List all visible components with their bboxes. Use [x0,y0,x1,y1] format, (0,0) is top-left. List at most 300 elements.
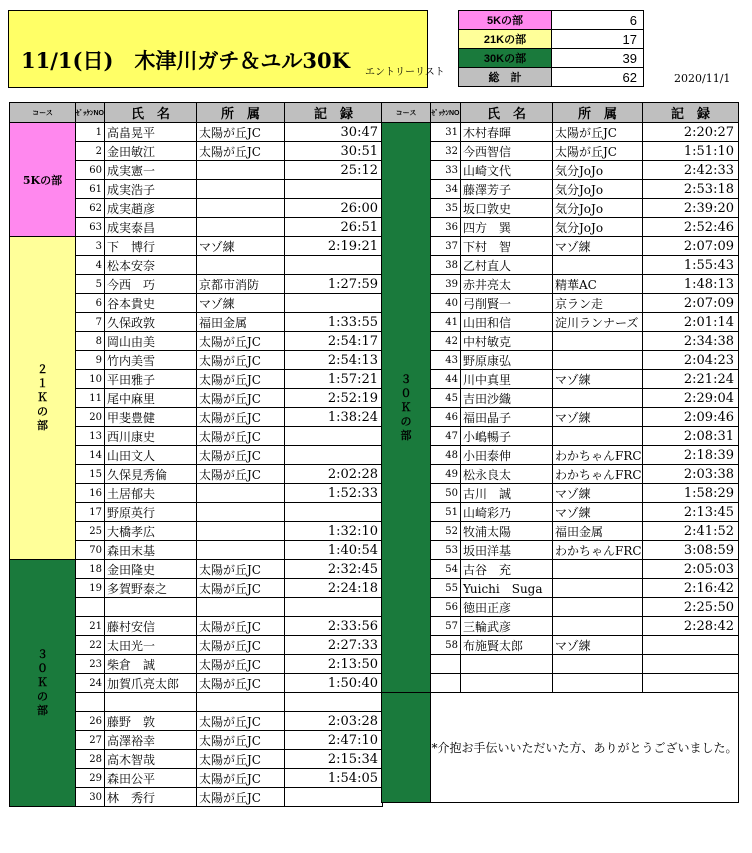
finish-record: 2:15:34 [285,750,383,769]
finish-record: 1:51:10 [643,142,739,161]
bib-number: 13 [76,427,105,446]
event-title: 11/1(日) 木津川ガチ＆ユル30K [21,48,350,73]
header-course: コース [382,103,431,123]
thanks-notice: *介抱お手伝いいただいた方、ありがとうございました。 [431,693,739,803]
runner-affiliation: 気分JoJo [553,199,643,218]
finish-record: 1:40:54 [285,541,383,560]
bib-number: 44 [431,370,461,389]
finish-record: 2:03:28 [285,712,383,731]
finish-record: 30:51 [285,142,383,161]
table-row [382,541,739,560]
bib-number: 24 [76,674,105,693]
finish-record: 1:48:13 [643,275,739,294]
bib-number: 63 [76,218,105,237]
finish-record: 2:09:46 [643,408,739,427]
runner-affiliation: マゾ練 [553,370,643,389]
finish-record [643,636,739,655]
finish-record: 3:08:59 [643,541,739,560]
runner-affiliation [553,674,643,693]
runner-name: 小嶋暢子 [461,427,553,446]
finish-record: 2:53:18 [643,180,739,199]
bib-number: 41 [431,313,461,332]
finish-record [285,256,383,275]
bib-number [431,655,461,674]
runner-name: 山崎彩乃 [461,503,553,522]
bib-number: 37 [431,237,461,256]
runner-affiliation: 淀川ランナーズ [553,313,643,332]
header-row [382,103,739,123]
runner-name: 下村 智 [461,237,553,256]
runner-affiliation [553,655,643,674]
runner-affiliation: 太陽が丘JC [197,769,285,788]
runner-name: 山田文人 [105,446,197,465]
table-row [382,389,739,408]
notice-row [382,693,739,803]
finish-record: 2:39:20 [643,199,739,218]
bib-number: 57 [431,617,461,636]
runner-affiliation [553,598,643,617]
table-row [382,275,739,294]
runner-affiliation [553,389,643,408]
runner-affiliation [197,199,285,218]
bib-number: 5 [76,275,105,294]
runner-name: 多賀野泰之 [105,579,197,598]
runner-name: 今西 巧 [105,275,197,294]
finish-record: 1:58:29 [643,484,739,503]
runner-affiliation [197,522,285,541]
table-row [382,408,739,427]
finish-record: 26:00 [285,199,383,218]
summary-count: 6 [552,11,644,30]
runner-name: 平田雅子 [105,370,197,389]
runner-name: 甲斐豊健 [105,408,197,427]
runner-affiliation: 京ラン走 [553,294,643,313]
header-name: 氏 名 [461,103,553,123]
table-row [382,655,739,674]
bib-number: 7 [76,313,105,332]
runner-affiliation: 気分JoJo [553,218,643,237]
runner-name: 四方 巽 [461,218,553,237]
runner-affiliation: 精華AC [553,275,643,294]
finish-record: 1:52:33 [285,484,383,503]
runner-affiliation: マゾ練 [197,294,285,313]
runner-name: 尾中麻里 [105,389,197,408]
runner-name: 布施賢太郎 [461,636,553,655]
runner-affiliation: 太陽が丘JC [197,731,285,750]
bib-number: 47 [431,427,461,446]
table-row [382,256,739,275]
header-name: 氏 名 [105,103,197,123]
finish-record: 2:29:04 [643,389,739,408]
runner-name: 野原英行 [105,503,197,522]
finish-record: 30:47 [285,123,383,142]
runner-affiliation: わかちゃんFRC [553,465,643,484]
finish-record: 2:32:45 [285,560,383,579]
finish-record [285,180,383,199]
finish-record: 26:51 [285,218,383,237]
runner-name: 高畠晃平 [105,123,197,142]
finish-record: 2:34:38 [643,332,739,351]
runner-affiliation: 太陽が丘JC [197,750,285,769]
runner-affiliation [553,332,643,351]
header-affiliation: 所 属 [197,103,285,123]
runner-affiliation: マゾ練 [197,237,285,256]
runner-name: 今西智信 [461,142,553,161]
bib-number [431,674,461,693]
bib-number: 58 [431,636,461,655]
finish-record: 25:12 [285,161,383,180]
finish-record [643,674,739,693]
runner-affiliation: 太陽が丘JC [197,579,285,598]
summary-table [458,10,644,87]
runner-name: 坂田洋基 [461,541,553,560]
runner-name: 福田晶子 [461,408,553,427]
bib-number: 56 [431,598,461,617]
runner-affiliation [197,161,285,180]
runner-name: 下 博行 [105,237,197,256]
runner-name: 岡山由美 [105,332,197,351]
bib-number: 17 [76,503,105,522]
table-row [382,427,739,446]
finish-record: 2:07:09 [643,237,739,256]
finish-record [285,446,383,465]
runner-name: 成実趙彦 [105,199,197,218]
bib-number: 49 [431,465,461,484]
finish-record: 1:50:40 [285,674,383,693]
runner-name: 林 秀行 [105,788,197,807]
runner-affiliation: 太陽が丘JC [197,465,285,484]
runner-name: 赤井亮太 [461,275,553,294]
runner-affiliation: 太陽が丘JC [197,142,285,161]
table-row [382,332,739,351]
header-affiliation: 所 属 [553,103,643,123]
finish-record [285,788,383,807]
course-label: ３０Ｋの部 [400,372,412,442]
finish-record: 2:42:33 [643,161,739,180]
finish-record [285,503,383,522]
summary-row [459,30,644,49]
course-label: ２１Ｋの部 [37,363,48,432]
bib-number: 42 [431,332,461,351]
bib-number: 53 [431,541,461,560]
runner-affiliation: 太陽が丘JC [197,617,285,636]
runner-affiliation: 太陽が丘JC [197,408,285,427]
runner-name: 森田公平 [105,769,197,788]
bib-number: 26 [76,712,105,731]
runner-name: 高澤裕幸 [105,731,197,750]
runner-affiliation [197,256,285,275]
runner-affiliation [197,484,285,503]
finish-record [285,294,383,313]
bib-number: 43 [431,351,461,370]
header-record: 記 録 [643,103,739,123]
finish-record [285,427,383,446]
runner-affiliation: 太陽が丘JC [197,560,285,579]
table-row [382,636,739,655]
runner-name: 坂口敦史 [461,199,553,218]
bib-number: 32 [431,142,461,161]
runner-affiliation: 太陽が丘JC [197,636,285,655]
runner-affiliation [197,693,285,712]
bib-number: 52 [431,522,461,541]
finish-record: 2:19:21 [285,237,383,256]
runner-name: 木村春暉 [461,123,553,142]
bib-number: 3 [76,237,105,256]
runner-affiliation: 気分JoJo [553,161,643,180]
finish-record: 2:13:50 [285,655,383,674]
finish-record: 1:32:10 [285,522,383,541]
bib-number: 25 [76,522,105,541]
finish-record: 2:41:52 [643,522,739,541]
runner-affiliation: 太陽が丘JC [197,788,285,807]
runner-name: 高木智哉 [105,750,197,769]
finish-record: 2:05:03 [643,560,739,579]
bib-number: 14 [76,446,105,465]
bib-number: 31 [431,123,461,142]
runner-name: 山崎文代 [461,161,553,180]
bib-number: 4 [76,256,105,275]
runner-name: 森田末基 [105,541,197,560]
runner-name: 三輪武彦 [461,617,553,636]
header-row [10,103,383,123]
runner-affiliation: 太陽が丘JC [197,123,285,142]
runner-affiliation [553,351,643,370]
runner-affiliation: 太陽が丘JC [197,370,285,389]
entry-list-label: エントリーリスト [365,67,445,78]
runner-name: 松永良太 [461,465,553,484]
bib-number: 11 [76,389,105,408]
runner-affiliation [553,256,643,275]
summary-label: 総 計 [459,68,552,87]
course-cell [10,123,76,237]
table-row [382,313,739,332]
summary-row [459,49,644,68]
finish-record: 1:54:05 [285,769,383,788]
table-row [382,484,739,503]
runner-name: 徳田正彦 [461,598,553,617]
bib-number: 48 [431,446,461,465]
finish-record: 1:55:43 [643,256,739,275]
runner-affiliation: わかちゃんFRC [553,541,643,560]
finish-record: 2:24:18 [285,579,383,598]
runner-name: 久保見秀倫 [105,465,197,484]
bib-number: 20 [76,408,105,427]
course-label: 5Kの部 [22,173,63,187]
entry-table-right [381,102,739,803]
bib-number: 1 [76,123,105,142]
table-row [382,218,739,237]
runner-name: 藤澤芳子 [461,180,553,199]
runner-name: 古谷 充 [461,560,553,579]
runner-name: 松本安奈 [105,256,197,275]
bib-number: 40 [431,294,461,313]
finish-record: 2:27:33 [285,636,383,655]
bib-number: 18 [76,560,105,579]
table-row [382,123,739,142]
finish-record: 2:28:42 [643,617,739,636]
runner-name [461,655,553,674]
runner-affiliation: 太陽が丘JC [197,332,285,351]
table-row [10,123,383,142]
bib-number: 62 [76,199,105,218]
runner-name: 成実浩子 [105,180,197,199]
runner-affiliation: 太陽が丘JC [197,655,285,674]
bib-number: 60 [76,161,105,180]
runner-affiliation: 太陽が丘JC [197,446,285,465]
runner-affiliation: 太陽が丘JC [197,712,285,731]
finish-record [285,693,383,712]
table-row [382,598,739,617]
bib-number: 46 [431,408,461,427]
summary-label: 5Kの部 [459,11,552,30]
table-row [382,294,739,313]
bib-number: 16 [76,484,105,503]
runner-affiliation: 太陽が丘JC [553,123,643,142]
runner-name: 藤村安信 [105,617,197,636]
runner-name [105,598,197,617]
bib-number: 19 [76,579,105,598]
summary-row [459,68,644,87]
runner-affiliation [553,560,643,579]
summary-row [459,11,644,30]
finish-record: 2:02:28 [285,465,383,484]
bib-number: 35 [431,199,461,218]
bib-number: 28 [76,750,105,769]
finish-record: 2:03:38 [643,465,739,484]
runner-name: 土居郁夫 [105,484,197,503]
runner-name: 吉田沙織 [461,389,553,408]
bib-number: 36 [431,218,461,237]
runner-name: 谷本貴史 [105,294,197,313]
bib-number: 38 [431,256,461,275]
runner-name: 中村敏克 [461,332,553,351]
bib-number: 54 [431,560,461,579]
runner-affiliation: 福田金属 [553,522,643,541]
finish-record: 1:33:55 [285,313,383,332]
finish-record: 2:54:17 [285,332,383,351]
bib-number: 27 [76,731,105,750]
runner-name: 金田敏江 [105,142,197,161]
runner-affiliation: 京都市消防 [197,275,285,294]
finish-record: 2:52:46 [643,218,739,237]
runner-name: 川中真里 [461,370,553,389]
table-row [382,446,739,465]
table-row [382,142,739,161]
runner-affiliation [553,579,643,598]
runner-name: Yuichi Suga [461,579,553,598]
runner-affiliation: 太陽が丘JC [197,389,285,408]
table-row [382,237,739,256]
runner-name [461,674,553,693]
runner-affiliation: マゾ練 [553,503,643,522]
finish-record: 2:16:42 [643,579,739,598]
runner-affiliation [197,541,285,560]
summary-label: 21Kの部 [459,30,552,49]
finish-record: 2:20:27 [643,123,739,142]
runner-name: 金田隆史 [105,560,197,579]
runner-affiliation: 気分JoJo [553,180,643,199]
summary-count: 39 [552,49,644,68]
runner-name: 西川康史 [105,427,197,446]
header-no: ｾﾞｯｹﾝNO [431,103,461,123]
bib-number: 6 [76,294,105,313]
runner-name: 山田和信 [461,313,553,332]
finish-record: 2:13:45 [643,503,739,522]
course-cell [382,123,431,693]
table-row [382,465,739,484]
bib-number [76,693,105,712]
table-row [10,560,383,579]
runner-name: 竹内美雪 [105,351,197,370]
list-date: 2020/11/1 [674,72,731,85]
bib-number: 10 [76,370,105,389]
bib-number: 61 [76,180,105,199]
runner-name: 柴倉 誠 [105,655,197,674]
runner-name: 弓削賢一 [461,294,553,313]
bib-number: 39 [431,275,461,294]
finish-record: 1:27:59 [285,275,383,294]
course-label: ３０Ｋの部 [37,648,48,717]
table-row [382,370,739,389]
bib-number: 2 [76,142,105,161]
course-cell [10,560,76,807]
runner-name: 古川 誠 [461,484,553,503]
table-row [382,180,739,199]
runner-name: 大橋孝広 [105,522,197,541]
runner-name: 野原康弘 [461,351,553,370]
finish-record: 1:57:21 [285,370,383,389]
bib-number: 23 [76,655,105,674]
finish-record: 2:08:31 [643,427,739,446]
runner-affiliation [553,427,643,446]
finish-record: 2:07:09 [643,294,739,313]
bib-number [76,598,105,617]
runner-name: 牧浦太陽 [461,522,553,541]
table-row [382,579,739,598]
table-row [382,199,739,218]
finish-record: 1:38:24 [285,408,383,427]
runner-name: 藤野 敦 [105,712,197,731]
runner-name: 乙村直人 [461,256,553,275]
title-banner [8,10,445,88]
runner-affiliation: マゾ練 [553,408,643,427]
bib-number: 50 [431,484,461,503]
table-row [382,674,739,693]
runner-name: 小田泰伸 [461,446,553,465]
bib-number: 55 [431,579,461,598]
summary-count: 62 [552,68,644,87]
bib-number: 51 [431,503,461,522]
entry-table-left [9,102,383,807]
runner-affiliation: 太陽が丘JC [197,427,285,446]
runner-name: 成実憲一 [105,161,197,180]
runner-affiliation [197,503,285,522]
runner-affiliation: マゾ練 [553,237,643,256]
bib-number: 22 [76,636,105,655]
bib-number: 9 [76,351,105,370]
table-row [382,503,739,522]
runner-name: 久保政敦 [105,313,197,332]
table-row [10,237,383,256]
runner-name: 太田光一 [105,636,197,655]
runner-affiliation [197,598,285,617]
bib-number: 8 [76,332,105,351]
summary-label: 30Kの部 [459,49,552,68]
finish-record [285,598,383,617]
runner-name: 成実泰昌 [105,218,197,237]
runner-affiliation: マゾ練 [553,484,643,503]
header-record: 記 録 [285,103,383,123]
